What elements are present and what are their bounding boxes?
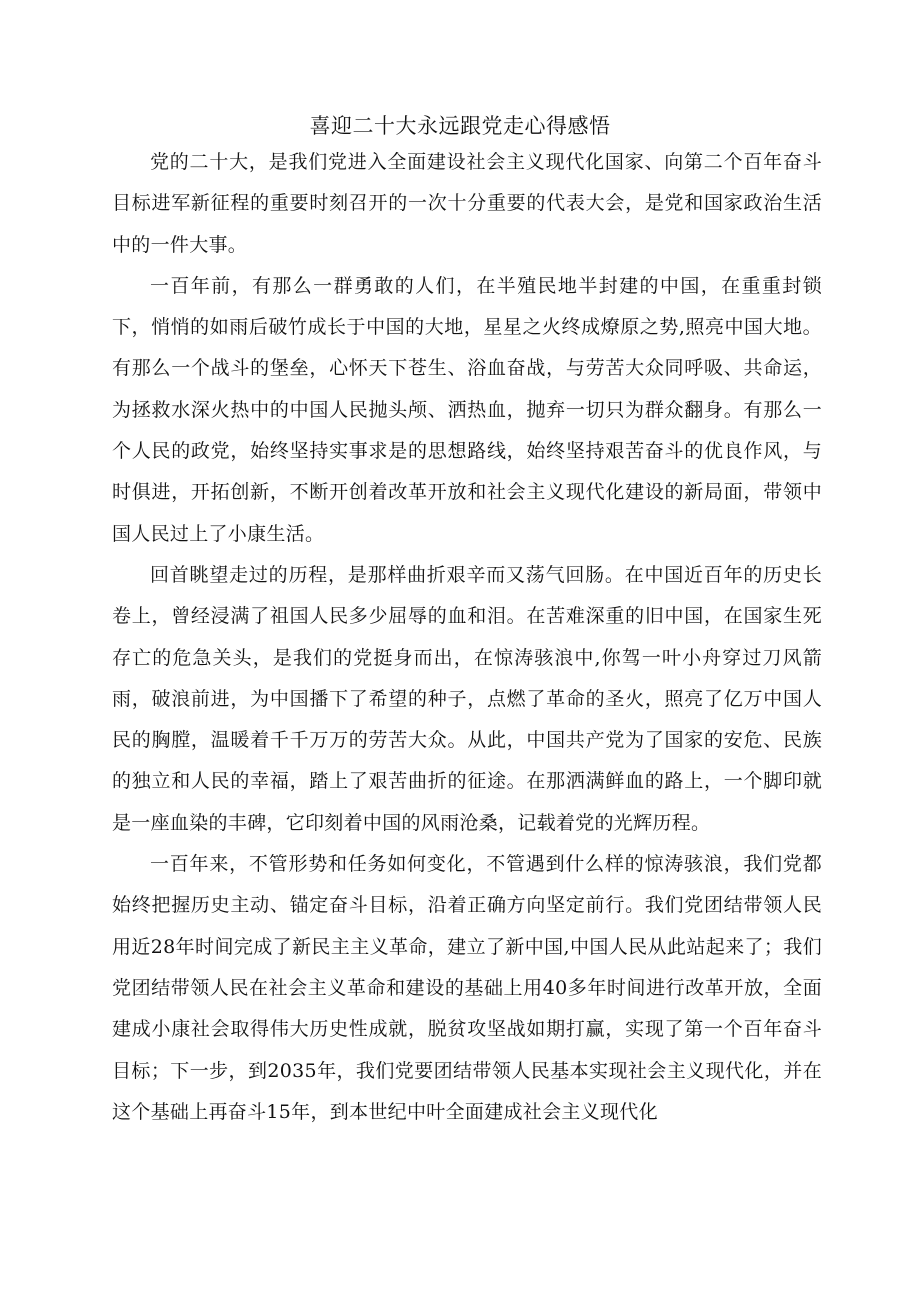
document-title: 喜迎二十大永远跟党走心得感悟 (309, 114, 611, 138)
paragraph-3: 回首眺望走过的历程，是那样曲折艰辛而又荡气回肠。在中国近百年的历史长卷上，曾经浸满了祖国人民多少屈辱的血和泪。在苦难深重的旧中国，在国家生死存亡的危急关头，是我们的党挺身而出，在惊涛骇浪中,你驾一叶小舟穿过刀风箭雨，破浪前进，为中国播下了希望的种子，点燃了革命的圣火，照亮了亿万中国人民的胸膛，温暖着千千万万的劳苦大众。从此，中国共产党为了国家的安危、民族的独立和人民的幸福，踏上了艰苦曲折的征途。在那洒满鲜血的路上，一个脚印就是一座血染的丰碑，它印刻着中国的风雨沧桑，记载着党的光辉历程。 (112, 563, 822, 834)
paragraph-4: 一百年来，不管形势和任务如何变化，不管遇到什么样的惊涛骇浪，我们党都始终把握历史主动、锚定奋斗目标，沿着正确方向坚定前行。我们党团结带领人民用近28年时间完成了新民主主义革命，建立了新中国,中国人民从此站起来了；我们党团结带领人民在社会主义革命和建设的基础上用40多年时间进行改革开放，全面建成小康社会取得伟大历史性成就，脱贫攻坚战如期打赢，实现了第一个百年奋斗目标；下一步，到2035年，我们党要团结带领人民基本实现社会主义现代化，并在这个基础上再奋斗15年，到本世纪中叶全面建成社会主义现代化 (112, 853, 822, 1123)
paragraph-1: 党的二十大，是我们党进入全面建设社会主义现代化国家、向第二个百年奋斗目标进军新征程的重要时刻召开的一次十分重要的代表大会，是党和国家政治生活中的一件大事。 (112, 151, 822, 256)
document-body (112, 142, 822, 1133)
paragraph-2: 一百年前，有那么一群勇敢的人们，在半殖民地半封建的中国，在重重封锁下，悄悄的如雨后破竹成长于中国的大地，星星之火终成燎原之势,照亮中国大地。有那么一个战斗的堡垒，心怀天下苍生、浴血奋战，与劳苦大众同呼吸、共命运，为拯救水深火热中的中国人民抛头颅、洒热血，抛弃一切只为群众翻身。有那么一个人民的政党，始终坚持实事求是的思想路线，始终坚持艰苦奋斗的优良作风，与时俱进，开拓创新，不断开创着改革开放和社会主义现代化建设的新局面，带领中国人民过上了小康生活。 (112, 274, 822, 545)
